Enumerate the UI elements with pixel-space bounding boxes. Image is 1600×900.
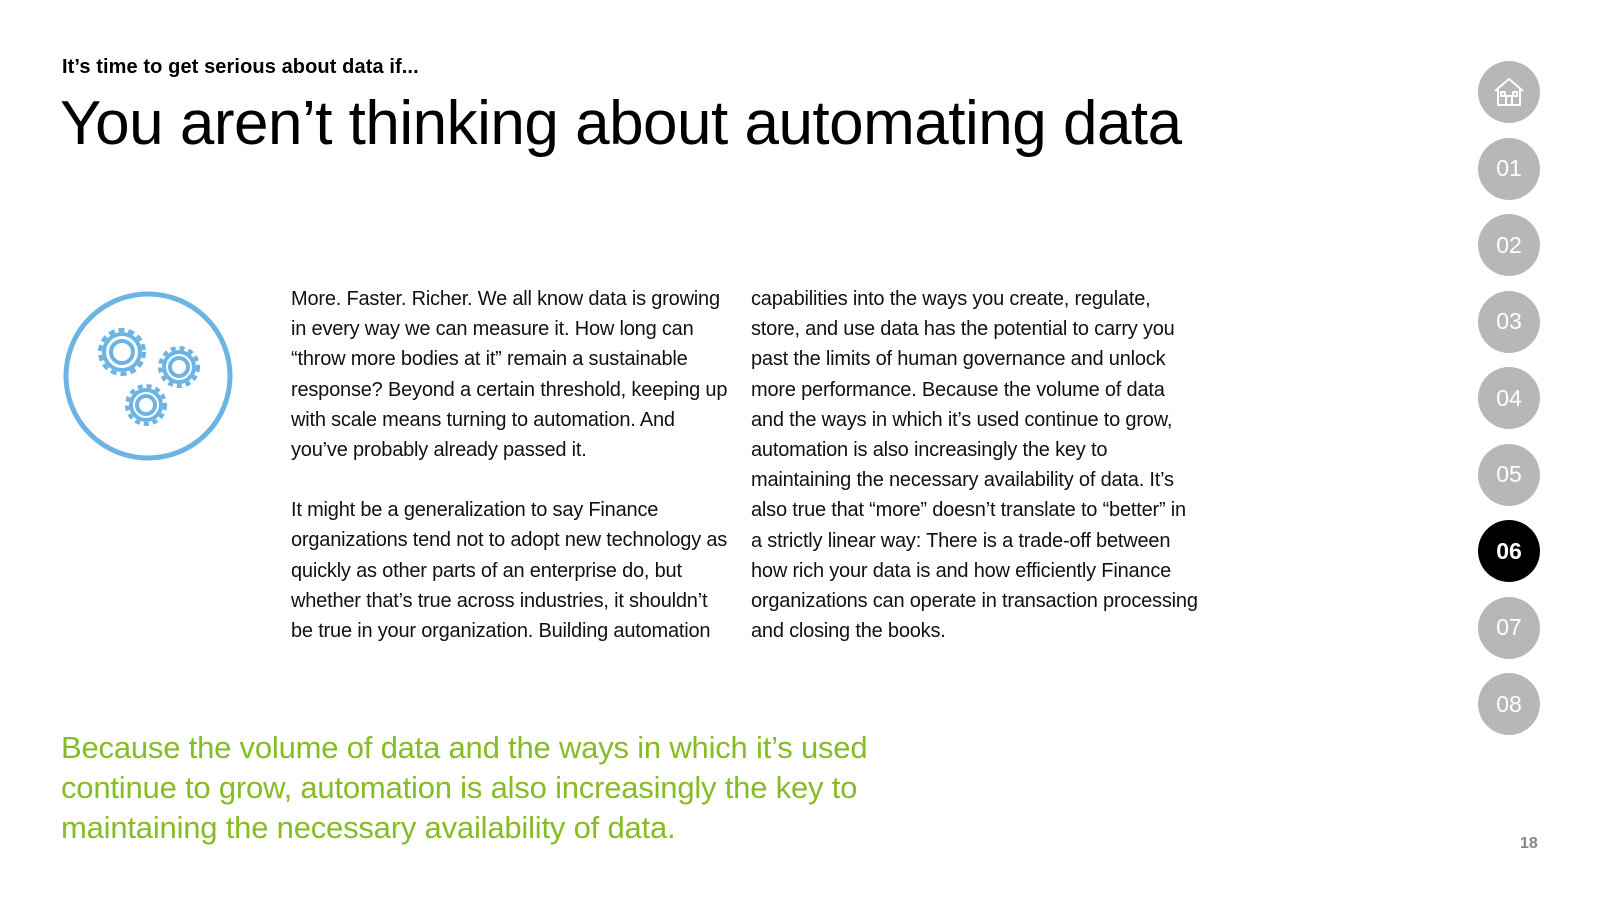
nav-item-07[interactable]: 07	[1478, 597, 1540, 659]
nav-item-02[interactable]: 02	[1478, 214, 1540, 276]
page-title: You aren’t thinking about automating data	[60, 89, 1182, 158]
pull-quote: Because the volume of data and the ways in which it’s used continue to grow, automation is also increasingly the key to maintaining the necessary availability of data.	[61, 730, 868, 845]
nav-item-03[interactable]: 03	[1478, 291, 1540, 353]
body-paragraph: capabilities into the ways you create, regulate, store, and use data has the potential to carry you past the limits of human governance and unlock more performance. Because the volume of data and the ways in which it’s used continue to grow, automation is also increasingly the key to maintaining the necessary availability of data. It’s also true that “more” doesn’t translate to “better” in a strictly linear way: There is a trade-off between how rich your data is and how efficiently Finance organizations can operate in transaction processing and closing the books.	[751, 288, 1198, 643]
kicker: It’s time to get serious about data if...	[62, 56, 419, 78]
nav-item-04[interactable]: 04	[1478, 367, 1540, 429]
nav-item-08[interactable]: 08	[1478, 673, 1540, 735]
body-column-1	[291, 284, 731, 676]
nav-item-05[interactable]: 05	[1478, 444, 1540, 506]
body-paragraph: It might be a generalization to say Finance organizations tend not to adopt new technology as quickly as other parts of an enterprise do, but whether that’s true across industries, it shouldn’t be true in your organization. Building automation	[291, 499, 728, 643]
page-number: 18	[1520, 835, 1538, 852]
nav-item-06[interactable]: 06	[1478, 520, 1540, 582]
home-icon	[1492, 76, 1526, 108]
gears-icon	[62, 290, 234, 462]
body-paragraph: More. Faster. Richer. We all know data is growing in every way we can measure it. How long can “throw more bodies at it” remain a sustainable response? Beyond a certain threshold, keeping up with scale means turning to automation. And you’ve probably already passed it.	[291, 288, 728, 462]
body-column-2	[751, 284, 1201, 676]
nav-item-01[interactable]: 01	[1478, 138, 1540, 200]
nav-home-button[interactable]	[1478, 61, 1540, 123]
section-nav	[1478, 61, 1540, 750]
